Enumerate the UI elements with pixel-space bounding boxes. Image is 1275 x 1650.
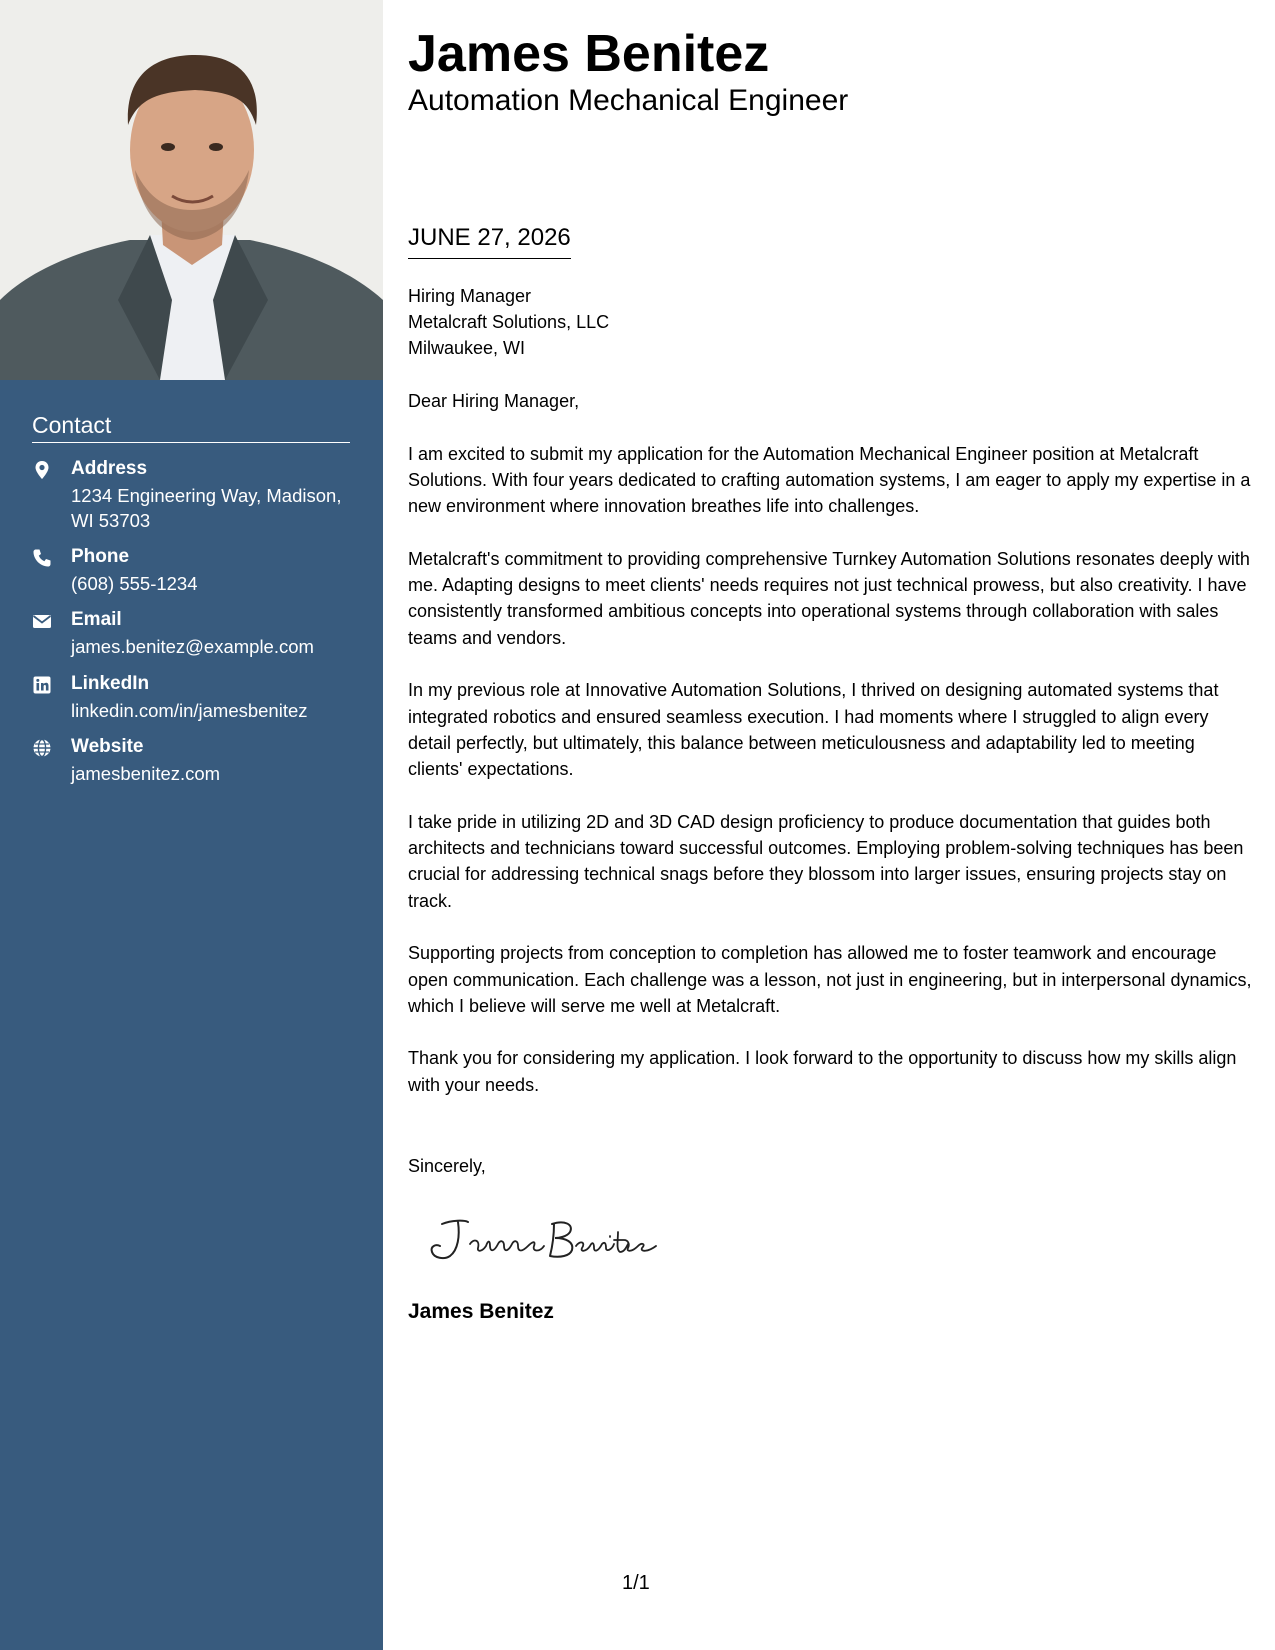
recipient-block: [408, 283, 609, 361]
contact-label: LinkedIn: [71, 673, 150, 694]
letter-paragraph: Metalcraft's commitment to providing comprehensive Turnkey Automation Solutions resonates deeply with me. Adapting designs to meet clients' needs requires not just technical prowess, but also creativity. I have consistently transformed ambitious concepts into operational systems through collaboration with sales teams and vendors.: [408, 548, 1250, 648]
contact-value[interactable]: linkedin.com/in/jamesbenitez: [71, 700, 308, 721]
linkedin-icon: [32, 675, 52, 695]
signed-name: James Benitez: [408, 1300, 554, 1323]
contact-label: Email: [71, 609, 122, 630]
letter-paragraph: Thank you for considering my application. I look forward to the opportunity to discuss how my skills align with your needs.: [408, 1048, 1237, 1095]
globe-icon: [32, 738, 52, 758]
applicant-title: Automation Mechanical Engineer: [408, 84, 849, 117]
letter-paragraph: I take pride in utilizing 2D and 3D CAD design proficiency to produce documentation that guides both architects and technicians toward successful outcomes. Employing problem-solving techniques has been crucial for addressing technical snags before they blossom into larger issues, ensuring projects stay on track.: [408, 811, 1244, 911]
contact-value: 1234 Engineering Way, Madison, WI 53703: [71, 485, 342, 531]
letter-date: JUNE 27, 2026: [408, 224, 571, 259]
contact-label: Website: [71, 736, 144, 757]
handwritten-signature: [424, 1210, 664, 1270]
letter-body: [408, 388, 1253, 1124]
contact-value[interactable]: jamesbenitez.com: [71, 763, 221, 784]
envelope-icon: [32, 611, 52, 631]
recipient-line: Hiring Manager: [408, 286, 532, 306]
letter-paragraph: Supporting projects from conception to completion has allowed me to foster teamwork and encourage open communication. Each challenge was a lesson, not just in engineering, but in interpersonal dynamics, which I believe will serve me well at Metalcraft.: [408, 943, 1252, 1016]
applicant-name: James Benitez: [408, 25, 770, 83]
contact-value: (608) 555-1234: [71, 573, 198, 594]
map-pin-icon: [32, 460, 52, 480]
sidebar: [0, 0, 383, 1650]
recipient-line: Milwaukee, WI: [408, 338, 526, 358]
contact-label: Phone: [71, 546, 130, 567]
letter-paragraph: I am excited to submit my application for the Automation Mechanical Engineer position at Metalcraft Solutions. With four years dedicated to crafting automation systems, I am eager to apply my expertise in a new environment where innovation breathes life into challenges.: [408, 443, 1251, 517]
closing: Sincerely,: [408, 1156, 486, 1176]
phone-icon: [32, 548, 52, 568]
profile-photo: [0, 0, 383, 380]
contact-heading: Contact: [32, 412, 350, 443]
recipient-line: Metalcraft Solutions, LLC: [408, 312, 610, 332]
letter-paragraph: In my previous role at Innovative Automation Solutions, I thrived on designing automated systems that integrated robotics and ensured seamless execution. I had moments where I struggled to align every detail perfectly, but ultimately, this balance between meticulousness and adaptability led to meeting clients' expectations.: [408, 680, 1219, 780]
page-number: 1/1: [622, 1572, 650, 1594]
contact-label: Address: [71, 458, 148, 479]
contact-value[interactable]: james.benitez@example.com: [71, 636, 314, 657]
salutation: Dear Hiring Manager,: [408, 391, 580, 411]
